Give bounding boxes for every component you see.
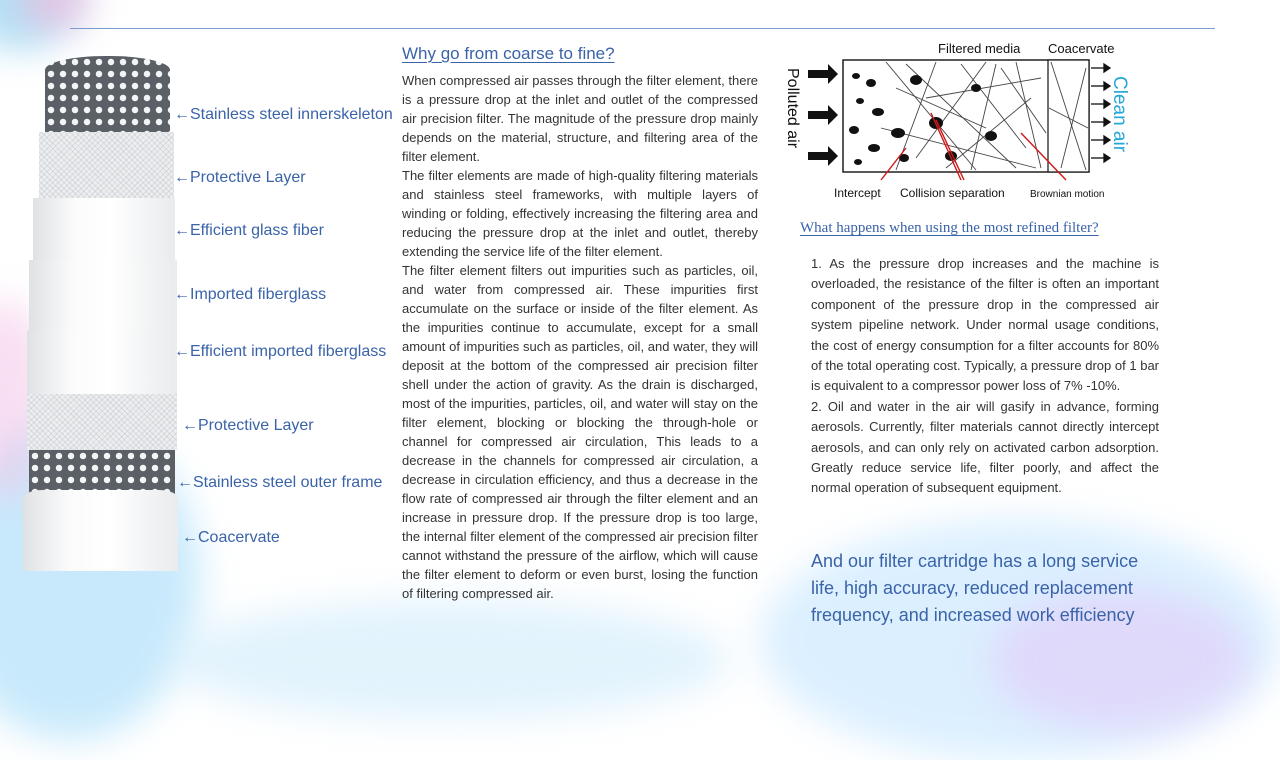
point-item: 2. Oil and water in the air will gasify in advance, forming aerosols. Currently, filter materials cannot directly intercept aerosols, and can only rely on activated carbon adsorption. Greatly reduce service life, filter poorly, and affect the normal operation of subsequent equipment. bbox=[811, 398, 1159, 496]
outlet-arrows bbox=[1091, 64, 1110, 162]
imported-fiberglass-layer bbox=[29, 260, 177, 330]
body-paragraph: The filter elements are made of high-quality filtering materials and stainless steel frameworks, with multiple layers of winding or folding, effectively increasing the filtering area and reducing the pressure drop at the inlet and outlet, thereby extending the service life of the filter element. bbox=[402, 168, 758, 259]
inlet-arrows bbox=[808, 64, 838, 166]
efficient-fiberglass-layer bbox=[27, 330, 177, 394]
polluted-air-label: Polluted air bbox=[784, 68, 801, 149]
filtered-media-label: Filtered media bbox=[938, 41, 1021, 56]
protective-layer-top bbox=[39, 132, 174, 198]
tagline: And our filter cartridge has a long service life, high accuracy, reduced replacement frequency, and increased work efficiency bbox=[811, 551, 1139, 625]
top-divider bbox=[70, 28, 1215, 29]
layer-label-efficient-fiberglass: ←Efficient imported fiberglass bbox=[174, 343, 387, 360]
coacervate-layer bbox=[23, 490, 178, 571]
coacervate-label: Coacervate bbox=[1048, 41, 1115, 56]
inner-skeleton-layer bbox=[45, 56, 170, 142]
section-title-refined-filter: What happens when using the most refined filter? bbox=[800, 220, 1099, 236]
background-blob bbox=[170, 600, 730, 720]
layer-label-inner-skeleton: ←Stainless steel innerskeleton bbox=[174, 106, 393, 123]
filtration-diagram bbox=[786, 38, 1128, 206]
point-item: 1. As the pressure drop increases and the machine is overloaded, the resistance of the filter is often an important component of the pressure drop in the compressed air system pipeline network. Under normal usage conditions, the cost of energy consumption for a filter accounts for 80% of the total operating cost. Typically, a pressure drop of 1 bar is equivalent to a compressor power loss of 7% -10%. bbox=[811, 256, 1159, 394]
layer-label-protective-2: ←Protective Layer bbox=[182, 417, 314, 434]
filter-cartridge-image bbox=[23, 56, 178, 571]
protective-layer-bottom bbox=[27, 394, 177, 450]
layer-label-outer-frame: ←Stainless steel outer frame bbox=[177, 474, 383, 491]
glass-fiber-layer bbox=[33, 198, 175, 260]
layer-label-coacervate: ←Coacervate bbox=[182, 529, 280, 546]
body-paragraph: The filter element filters out impurities such as particles, oil, and water from compressed air. These impurities first accumulate on the surface or inside of the filter element. As the impurities continue to accumulate, except for a small amount of impurities such as particles, oil, and water, they will deposit at the bottom of the compressed air precision filter shell under the action of gravity. As the drain is discharged, most of the impurities, particles, oil, and water will stay on the filter element, blocking or blocking the through-hole or channel for compressed air circulation, This leads to a decrease in the channels for compressed air circulation, a decrease in circulation efficiency, and thus a decrease in the flow rate of compressed air through the filter element and an increase in pressure drop. If the pressure drop is too large, the internal filter element of the compressed air precision filter cannot withstand the pressure of the airflow, which will cause the filter element to deform or even burst, losing the function of filtering compressed air. bbox=[402, 263, 758, 601]
intercept-label: Intercept bbox=[834, 186, 881, 200]
refined-filter-body bbox=[811, 254, 1159, 499]
layer-label-protective: ←Protective Layer bbox=[174, 169, 306, 186]
coarse-to-fine-body bbox=[402, 71, 758, 603]
clean-air-label: Clean air bbox=[1109, 76, 1130, 153]
layer-label-imported-fiberglass: ←Imported fiberglass bbox=[174, 286, 327, 303]
layer-label-glass-fiber: ←Efficient glass fiber bbox=[174, 222, 324, 239]
brownian-label: Brownian motion bbox=[1030, 189, 1105, 200]
section-title-coarse-to-fine: Why go from coarse to fine? bbox=[402, 44, 615, 63]
collision-label: Collision separation bbox=[900, 186, 1005, 200]
body-paragraph: When compressed air passes through the filter element, there is a pressure drop at the inlet and outlet of the compressed air precision filter. The magnitude of the pressure drop mainly depends on the material, structure, and filtering area of the filter element. bbox=[402, 73, 758, 164]
